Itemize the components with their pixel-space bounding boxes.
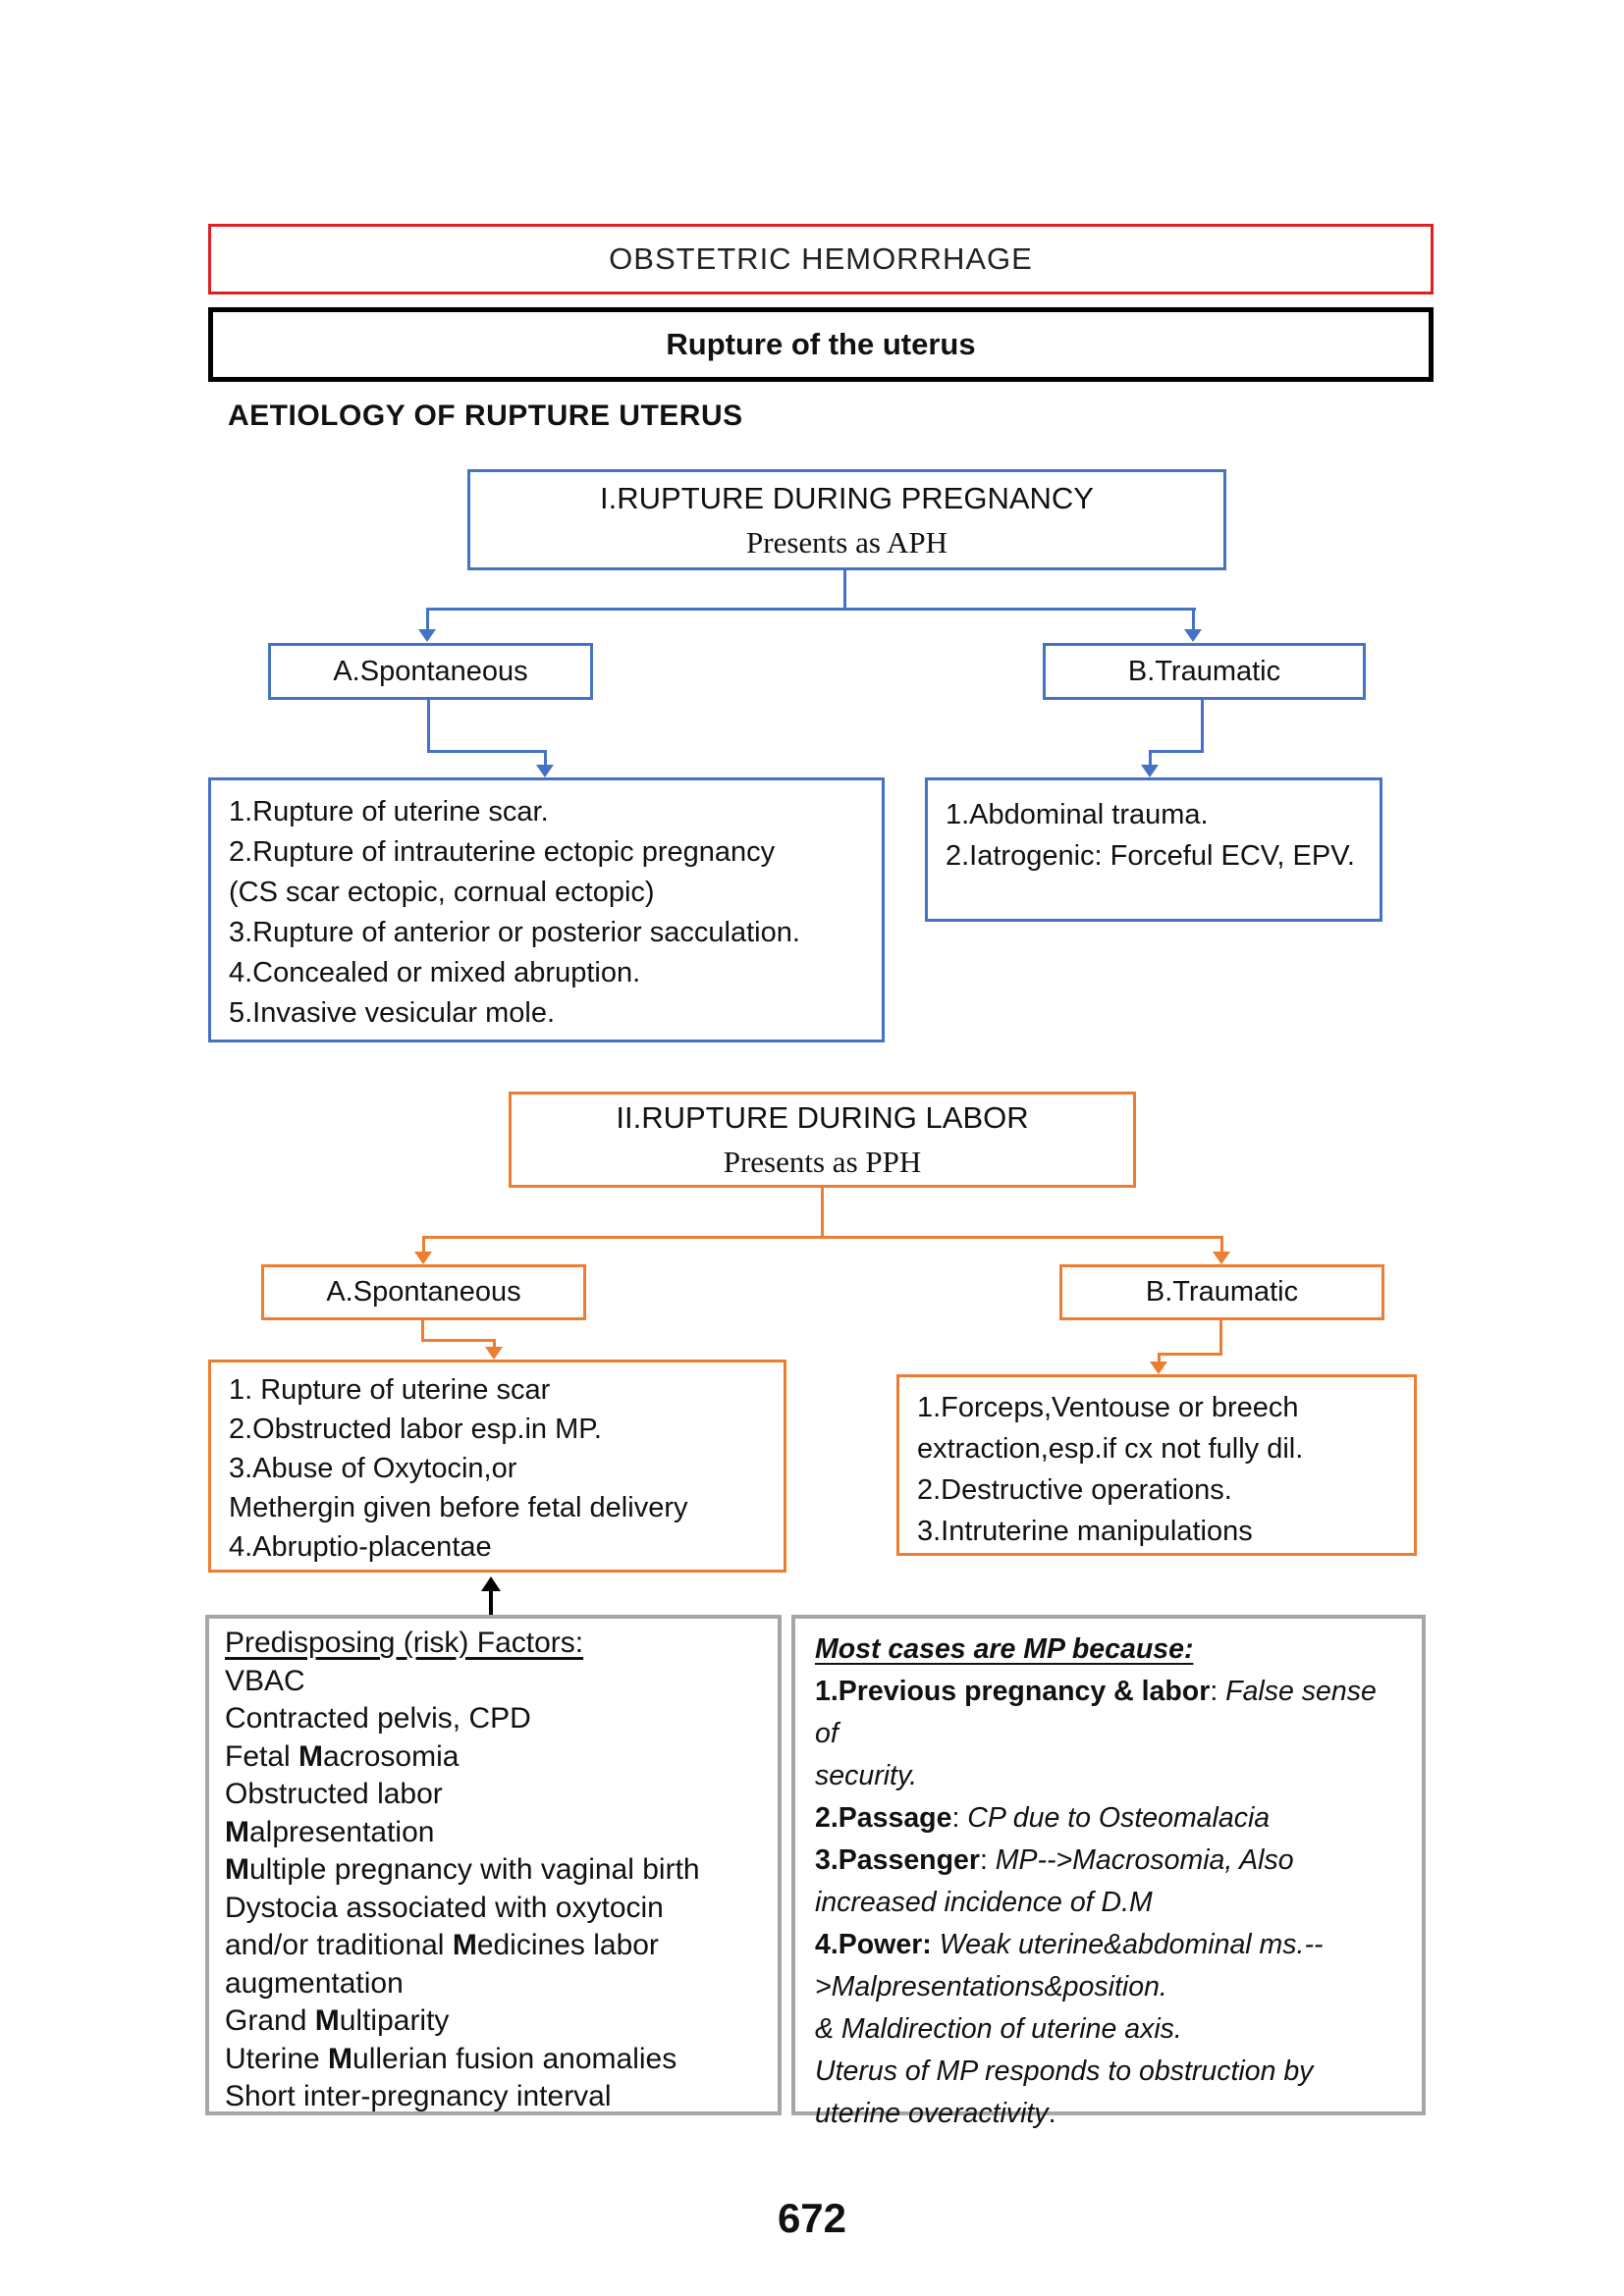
text-segment: Uterine: [225, 2042, 329, 2075]
text-line: 1.Abdominal trauma.: [946, 799, 1209, 830]
connector-line: [1149, 750, 1152, 765]
text-segment: 1.Previous pregnancy & labor: [815, 1676, 1211, 1707]
arrowhead-down-icon: [1141, 765, 1159, 777]
text-line: [815, 1671, 1402, 1755]
labor-root-box: [509, 1092, 1136, 1188]
pregnancy-subtitle: Presents as APH: [746, 524, 947, 560]
labor-subtitle: Presents as PPH: [723, 1145, 922, 1179]
text-line: [225, 1700, 762, 1738]
text-segment: 2.Passage: [815, 1802, 952, 1834]
text-line: [225, 1663, 762, 1701]
pregnancy-spontaneous-list: [208, 777, 885, 1042]
labor-spontaneous-box: [261, 1264, 586, 1320]
text-segment: Fetal: [225, 1739, 299, 1773]
text-line: 3.Rupture of anterior or posterior sacculation.: [229, 917, 800, 948]
connector-line: [422, 1236, 1223, 1239]
risk-factors-panel: [205, 1615, 782, 2115]
page-title: OBSTETRIC HEMORRHAGE: [609, 241, 1033, 276]
text-segment: >Malpresentations&position.: [815, 1971, 1167, 2002]
text-line: [815, 2093, 1402, 2135]
text-segment: False sense of: [815, 1676, 1377, 1749]
connector-line: [1219, 1320, 1222, 1356]
text-line: [815, 1797, 1402, 1840]
text-line: 4.Abruptio-placentae: [229, 1531, 492, 1563]
text-line: 5.Invasive vesicular mole.: [229, 997, 556, 1029]
text-line: [815, 2051, 1402, 2093]
text-segment: Weak uterine&abdominal ms.--: [939, 1929, 1324, 1960]
text-segment: security.: [815, 1760, 917, 1791]
text-line: [225, 2078, 762, 2116]
labor-traumatic-label: B.Traumatic: [1145, 1276, 1299, 1308]
text-line: 1. Rupture of uterine scar: [229, 1374, 551, 1406]
text-line: [225, 1814, 762, 1852]
text-line: 2.Rupture of intrauterine ectopic pregnancy: [229, 836, 776, 868]
text-segment: :: [951, 1802, 968, 1834]
text-segment: uterine overactivity: [815, 2098, 1049, 2129]
connector-line: [843, 570, 846, 608]
text-segment: CP due to Osteomalacia: [967, 1802, 1271, 1834]
arrowhead-down-icon: [1213, 1252, 1230, 1264]
text-line: (CS scar ectopic, cornual ectopic): [229, 877, 655, 908]
arrowhead-down-icon: [1150, 1362, 1167, 1374]
text-segment: 4.Power:: [815, 1929, 932, 1960]
text-segment: M: [452, 1929, 477, 1961]
text-line: Methergin given before fetal delivery: [229, 1492, 688, 1523]
text-line: [225, 1776, 762, 1814]
labor-traumatic-list: [896, 1374, 1417, 1556]
text-segment: :: [1210, 1676, 1226, 1707]
text-segment: ultiple pregnancy with vaginal birth: [249, 1853, 700, 1886]
arrowhead-down-icon: [418, 629, 436, 642]
mp-reasons-title: Most cases are MP because:: [815, 1633, 1194, 1665]
text-segment: Short inter-pregnancy interval: [225, 2080, 612, 2112]
connector-line: [427, 750, 547, 753]
pregnancy-traumatic-box: [1043, 643, 1366, 700]
labor-title: II.RUPTURE DURING LABOR: [616, 1100, 1029, 1135]
arrowhead-down-icon: [536, 765, 554, 777]
text-line: [225, 1890, 762, 1928]
pregnancy-root-box: [467, 469, 1226, 570]
text-segment: .: [1048, 2098, 1056, 2129]
pregnancy-traumatic-label: B.Traumatic: [1127, 655, 1281, 687]
text-segment: M: [225, 1815, 249, 1848]
text-segment: M: [225, 1853, 249, 1886]
pregnancy-spontaneous-label: A.Spontaneous: [333, 655, 528, 687]
text-line: [815, 1755, 1402, 1797]
text-line: [225, 1965, 762, 2003]
arrowhead-down-icon: [414, 1252, 432, 1264]
mp-reasons-panel: [791, 1615, 1426, 2129]
text-segment: Contracted pelvis, CPD: [225, 1702, 531, 1735]
connector-line: [1158, 1353, 1161, 1362]
text-segment: ultiparity: [339, 2004, 450, 2037]
labor-spontaneous-list: [208, 1360, 786, 1573]
connector-line: [421, 1339, 496, 1342]
connector-line: [1192, 608, 1195, 631]
text-line: extraction,esp.if cx not fully dil.: [917, 1433, 1304, 1465]
text-segment: MP-->Macrosomia, Also: [995, 1844, 1294, 1876]
text-line: 3.Abuse of Oxytocin,or: [229, 1453, 517, 1484]
risk-factors-title: Predisposing (risk) Factors:: [225, 1627, 584, 1659]
pregnancy-spontaneous-box: [268, 643, 593, 700]
text-segment: Dystocia associated with oxytocin: [225, 1891, 664, 1924]
text-segment: ullerian fusion anomalies: [352, 2042, 677, 2075]
text-line: 1.Rupture of uterine scar.: [229, 796, 549, 828]
text-line: [815, 1840, 1402, 1882]
text-line: 2.Iatrogenic: Forceful ECV, EPV.: [946, 840, 1355, 872]
text-line: [815, 1966, 1402, 2008]
text-segment: acrosomia: [323, 1739, 460, 1773]
page-number: 672: [777, 2195, 847, 2241]
text-line: 1.Forceps,Ventouse or breech: [917, 1392, 1299, 1423]
text-segment: augmentation: [225, 1966, 404, 2000]
arrowhead-down-icon: [1184, 629, 1202, 642]
text-line: 2.Obstructed labor esp.in MP.: [229, 1414, 602, 1445]
text-line: [225, 1738, 762, 1777]
pregnancy-traumatic-list: [925, 777, 1382, 922]
text-segment: increased incidence of D.M: [815, 1887, 1153, 1918]
obstetric-hemorrhage-title-box: [208, 224, 1434, 294]
text-segment: M: [314, 2004, 340, 2037]
connector-line: [427, 700, 430, 753]
connector-line: [489, 1590, 493, 1615]
text-line: [225, 2041, 762, 2079]
text-segment: Uterus of MP responds to obstruction by: [815, 2056, 1314, 2087]
connector-line: [1201, 700, 1204, 753]
text-segment: and/or traditional: [225, 1929, 453, 1961]
connector-line: [422, 1236, 425, 1252]
text-line: 2.Destructive operations.: [917, 1474, 1232, 1506]
arrowhead-down-icon: [485, 1347, 503, 1360]
text-segment: :: [979, 1844, 996, 1876]
text-segment: alpresentation: [249, 1815, 435, 1848]
text-segment: M: [298, 1739, 324, 1773]
connector-line: [821, 1188, 824, 1236]
text-line: [815, 1924, 1402, 1966]
connector-line: [1159, 1353, 1222, 1356]
text-segment: 3.Passenger: [815, 1844, 980, 1876]
pregnancy-title: I.RUPTURE DURING PREGNANCY: [600, 480, 1094, 515]
text-segment: Obstructed labor: [225, 1778, 443, 1810]
text-segment: edicines labor: [476, 1929, 659, 1961]
connector-line: [1151, 750, 1204, 753]
text-line: [815, 1882, 1402, 1924]
text-line: [815, 2008, 1402, 2051]
text-line: 4.Concealed or mixed abruption.: [229, 957, 641, 988]
connector-line: [426, 608, 429, 631]
text-segment: VBAC: [225, 1664, 305, 1697]
labor-spontaneous-label: A.Spontaneous: [326, 1276, 521, 1308]
connector-line: [544, 750, 547, 765]
text-segment: & Maldirection of uterine axis.: [815, 2013, 1182, 2045]
connector-line: [1220, 1236, 1223, 1252]
text-segment: Grand: [225, 2004, 315, 2037]
rupture-uterus-subtitle-box: [208, 307, 1434, 382]
section-heading: AETIOLOGY OF RUPTURE UTERUS: [228, 400, 743, 432]
connector-line: [493, 1339, 496, 1347]
text-line: 3.Intruterine manipulations: [917, 1516, 1253, 1547]
text-segment: [932, 1929, 940, 1960]
text-line: [225, 2002, 762, 2041]
arrowhead-up-icon: [481, 1576, 501, 1591]
labor-traumatic-box: [1059, 1264, 1384, 1320]
mp-reasons-list: [815, 1671, 1402, 2135]
risk-factors-list: [225, 1663, 762, 2116]
text-segment: M: [328, 2042, 353, 2075]
text-line: [225, 1851, 762, 1890]
page-subtitle: Rupture of the uterus: [666, 327, 976, 361]
text-line: [225, 1927, 762, 1965]
connector-line: [426, 608, 1196, 611]
